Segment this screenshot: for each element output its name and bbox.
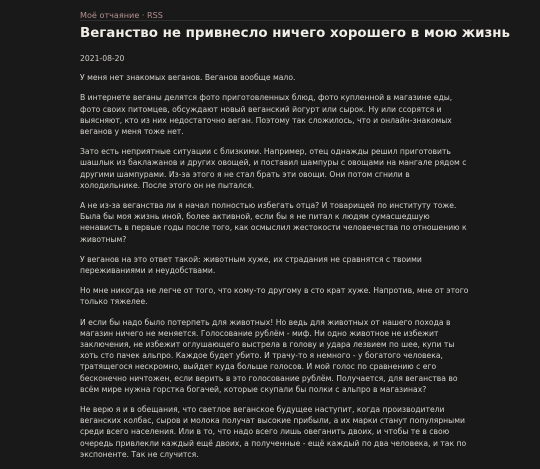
article-body: [80, 53, 472, 469]
nav-separator: ·: [141, 10, 145, 20]
article-paragraph: И если бы надо было потерпеть для животных! Но ведь для животных от нашего похода в магазин ничего не меняется. Голосование рублём - миф. Ни одно животное не избежит заключения, не избежит оглушающего выстрела в голову и удара лезвием по шее, купи ты хоть сто пачек альпро. Каждое будет убито. И трачу-то я немного - у богатого человека, тратящегося нескромно, выйдет куда больше голосов. И мой голос по сравнению с его бесконечно ничтожен, если верить в это голосование рублём. Получается, для веганства во всём мире нужна горстка богачей, которые скупали бы полки с альпро в магазинах?: [80, 317, 458, 394]
article-paragraph: Не верю я и в обещания, что светлое веганское будущее наступит, когда производители веганских колбас, сыров и молока получат высокие прибыли, а их марки станут популярными среди всего населения. Или в то, что надо всего лишь овеганить двоих, и чтобы те в свою очередь привлекли каждый ещё двоих, а полученные - ещё каждый по два человека, и так по экспоненте. Так не случится.: [80, 405, 467, 459]
blog-home-link[interactable]: Моё отчаяние: [80, 10, 140, 20]
article-paragraph: У веганов на это ответ такой: животным хуже, их страдания не сравнятся с твоими переживаниями и неудобствами.: [80, 254, 422, 276]
header-divider: [80, 20, 472, 21]
article-date: 2021-08-20: [80, 54, 125, 63]
article-paragraph: В интернете веганы делятся фото приготовленных блюд, фото купленной в магазине еды, фото своих питомцев, обсуждают новый веганский йогурт или сырок. Ну или ссорятся и выясняют, кто из них недостаточно веган. Поэтому так сложилось, что и онлайн-знакомых веганов у меня тоже нет.: [80, 93, 453, 137]
article-paragraph: У меня нет знакомых веганов. Веганов вообще мало.: [80, 73, 296, 83]
article-paragraph: Зато есть неприятные ситуации с близкими. Например, отец однажды решил приготовить шашлык из баклажанов и других овощей, и поставил шампуры с овощами на мангале рядом с другими шампурами. Из-за этого я не стал брать эти овощи. Они потом сгнили в холодильнике. После этого он не пытался.: [80, 147, 467, 190]
article-title: Веганство не привнесло ничего хорошего в мою жизнь: [80, 26, 510, 41]
article-paragraph: А не из-за веганства ли я начал полностью избегать отца? И товарищей по институту тоже. Была бы моя жизнь иной, более активной, если бы я не питал к людям сумасшедшую ненависть в первые годы после того, как осмыслил жестокости человечества по отношению к животным?: [80, 201, 467, 244]
article-paragraph: Но мне никогда не легче от того, что кому-то другому в сто крат хуже. Напротив, мне от этого только тяжелее.: [80, 286, 469, 307]
rss-link[interactable]: RSS: [147, 10, 163, 20]
